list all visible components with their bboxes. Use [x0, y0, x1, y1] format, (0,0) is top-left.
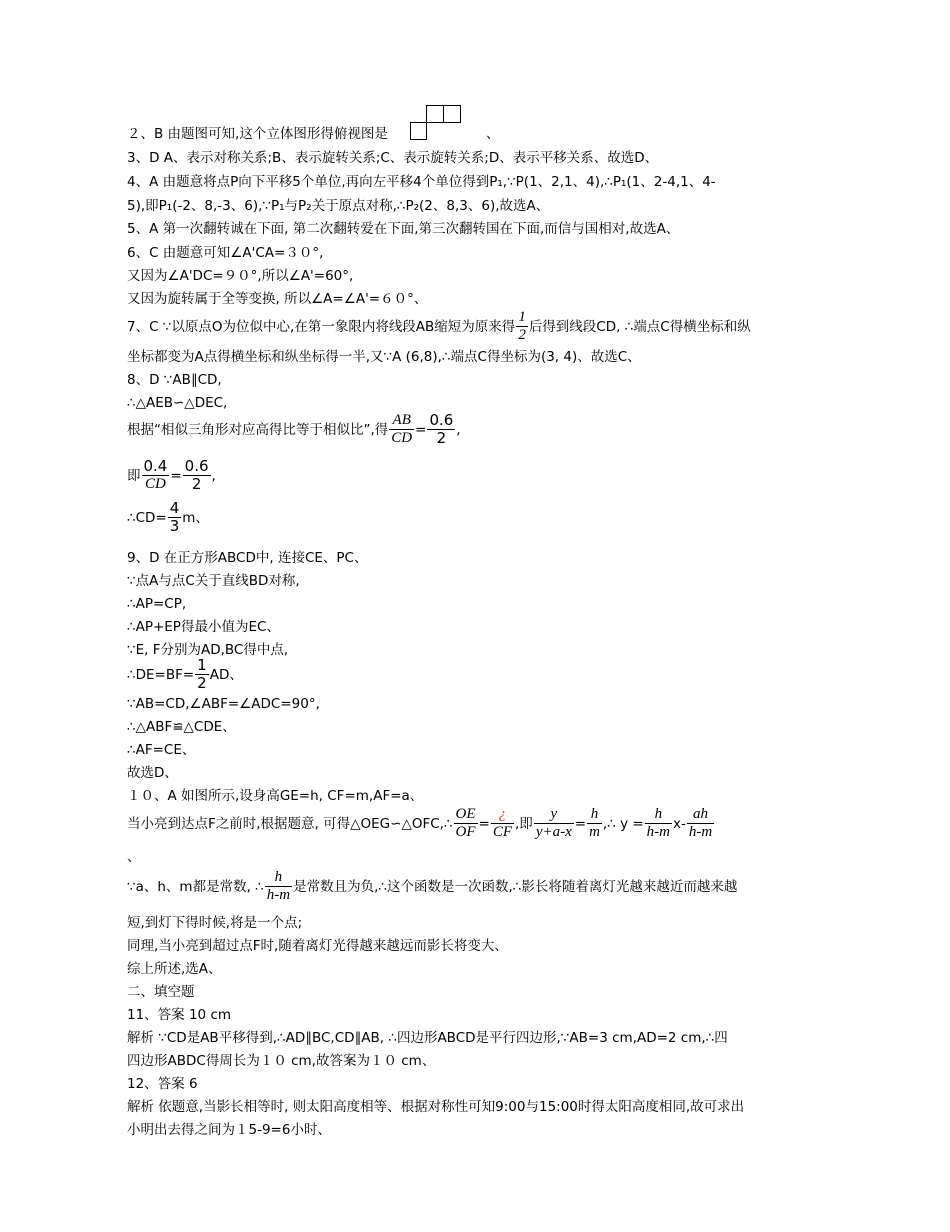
- fraction-06-2-b: [183, 458, 211, 494]
- q8-line-1: 8、D ∵AB∥CD,: [127, 372, 222, 388]
- fraction-h-hm: [645, 806, 672, 842]
- q4-line-2: 5),即P₁(-2、8,-3、6),∵P₁与P₂关于原点对称,∴P₂(2、8,3、6),故选A、: [127, 198, 550, 214]
- q9-line-6: [127, 657, 243, 693]
- fraction-denominator: 3: [169, 517, 180, 536]
- q7-line-1: [127, 309, 751, 345]
- fraction-denominator: h-m: [266, 887, 291, 904]
- q10-line-5: 短,到灯下得时候,将是一个点;: [127, 915, 303, 931]
- q8-text-e: ∴CD=: [127, 509, 167, 526]
- fraction-04-cd: [142, 458, 170, 494]
- fraction-06-2: [427, 412, 455, 448]
- q10-text-b: ,即: [515, 815, 533, 832]
- equals-sign: =: [574, 815, 587, 832]
- fraction-numerator: h: [265, 869, 292, 887]
- fraction-numerator: AB: [389, 412, 414, 430]
- q10-text-c: ,∴ y =: [602, 815, 644, 832]
- fraction-ab-cd: [389, 412, 414, 448]
- q11-line-3: 四边形ABDC得周长为１０ cm,故答案为１０ cm、: [127, 1053, 436, 1069]
- section-heading: 二、填空题: [127, 984, 195, 1000]
- fraction-denominator: OF: [455, 824, 476, 841]
- fraction-denominator: h-m: [688, 824, 713, 841]
- fraction-numerator: 0.4: [143, 457, 168, 475]
- q2-line: [127, 128, 388, 142]
- fraction-denominator: 2: [197, 674, 207, 693]
- fraction-numerator: h: [587, 806, 602, 824]
- fraction-numerator: 0.6: [429, 411, 454, 429]
- fraction-half: [516, 309, 528, 345]
- fraction-denominator: 2: [518, 327, 526, 344]
- q8-text-a: 根据“相似三角形对应高得比等于相似比”,得: [127, 421, 389, 438]
- fraction-numerator: y: [534, 806, 574, 824]
- q6-line-2: 又因为∠A'DC=９０°,所以∠A'=60°,: [127, 268, 354, 284]
- equals-sign: =: [170, 467, 182, 484]
- q8-text-f: m、: [182, 509, 209, 526]
- q10-line-6: 同理,当小亮到超过点F时,随着离灯光得越来越远而影长将变大、: [127, 938, 508, 954]
- q10-line-1: １０、A 如图所示,设身高GE=h, CF=m,AF=a、: [127, 788, 424, 804]
- fraction-numerator: h: [645, 806, 672, 824]
- q8-line-2: ∴△AEB∽△DEC,: [127, 395, 228, 411]
- q2-tail: 、: [486, 126, 500, 142]
- q11-line-1: 11、答案 10 cm: [127, 1007, 232, 1023]
- q8-text-b: ,: [456, 421, 461, 438]
- fraction-ah-hm: [687, 806, 714, 842]
- fraction-numerator: OE: [454, 806, 478, 824]
- fraction-denominator: 2: [191, 475, 202, 494]
- q10-text-d: x-: [673, 815, 686, 832]
- fraction-denominator: CD: [391, 430, 413, 447]
- q2-text: ２、B 由题图可知,这个立体图形得俯视图是: [127, 126, 388, 142]
- q6-line-1: 6、C 由题意可知∠A'CA=３０°,: [127, 245, 324, 261]
- q8-line-3: [127, 412, 461, 448]
- q7-line-2: 坐标都变为A点得横坐标和纵坐标得一半,又∵A (6,8),∴端点C得坐标为(3, 4)、故选C、: [127, 349, 641, 365]
- fraction-half-b: [195, 657, 209, 693]
- fraction-four-thirds: [168, 500, 182, 536]
- q9-line-7: ∵AB=CD,∠ABF=∠ADC=90°,: [127, 696, 320, 712]
- q12-line-2: 解析 依题意,当影长相等时, 则太阳高度相等、根据对称性可知9:00与15:00时得太阳高度相同,故可求出: [127, 1099, 745, 1115]
- fraction-numerator: 1: [197, 656, 207, 674]
- fraction-h-hm-b: [265, 869, 292, 905]
- q9-line-9: ∴AF=CE、: [127, 742, 196, 758]
- q9-text-a: ∴DE=BF=: [127, 666, 195, 683]
- q12-line-1: 12、答案 6: [127, 1076, 198, 1092]
- q9-line-2: ∵点A与点C关于直线BD对称,: [127, 573, 300, 589]
- equals-sign: =: [415, 421, 427, 438]
- fraction-numerator: 1: [516, 309, 528, 327]
- top-view-figure: [410, 105, 462, 141]
- fraction-denominator: h-m: [646, 824, 670, 841]
- fraction-denominator: m: [589, 824, 600, 841]
- q10-text-a: 当小亮到达点F之前时,根据题意, 可得△OEG∽△OFC,∴: [127, 815, 453, 832]
- fraction-y-yax: [534, 806, 574, 842]
- fraction-numerator: ¿: [491, 806, 514, 824]
- q9-line-10: 故选D、: [127, 765, 178, 781]
- q10-line-2: [127, 806, 715, 842]
- fraction-oe-of: [454, 806, 478, 842]
- q8-line-4: [127, 458, 216, 494]
- q9-line-5: ∵E, F分别为AD,BC得中点,: [127, 642, 289, 658]
- q8-text-d: ,: [211, 467, 216, 484]
- q9-text-b: AD、: [209, 666, 243, 683]
- q11-line-2: 解析 ∵CD是AB平移得到,∴AD∥BC,CD∥AB, ∴四边形ABCD是平行四边形,∵AB=3 cm,AD=2 cm,∴四: [127, 1030, 728, 1046]
- fraction-numerator: 0.6: [184, 457, 209, 475]
- q10-text-e: ∵a、h、m都是常数, ∴: [127, 878, 264, 895]
- q6-line-3: 又因为旋转属于全等变换, 所以∠A=∠A'=６０°、: [127, 291, 428, 307]
- equals-sign: =: [478, 815, 490, 832]
- q8-line-5: [127, 500, 209, 536]
- fraction-denominator: CD: [145, 476, 166, 493]
- fraction-denominator: CF: [492, 824, 513, 841]
- fraction-numerator: 4: [169, 499, 180, 517]
- q12-line-3: 小明出去得之间为１5-9=6小时、: [127, 1122, 331, 1138]
- fraction-q-cf: [491, 806, 514, 842]
- fraction-denominator: 2: [436, 429, 447, 448]
- q9-line-1: 9、D 在正方形ABCD中, 连接CE、PC、: [127, 550, 368, 566]
- q4-line-1: 4、A 由题意将点P向下平移5个单位,再向左平移4个单位得到P₁,∵P(1、2,1、4),∴P₁(1、2-4,1、4-: [127, 174, 716, 190]
- q5-line: 5、A 第一次翻转诚在下面, 第二次翻转爱在下面,第三次翻转国在下面,而信与国相对,故选A、: [127, 221, 680, 237]
- q7-text-a: 7、C ∵以原点O为位似中心,在第一象限内将线段AB缩短为原来得: [127, 318, 516, 335]
- q10-line-4: [127, 869, 737, 905]
- fraction-denominator: y+a-x: [535, 824, 572, 841]
- q9-line-3: ∴AP=CP,: [127, 596, 187, 612]
- q8-text-c: 即: [127, 467, 141, 484]
- q10-line-3: 、: [127, 849, 141, 865]
- fraction-h-m: [587, 806, 602, 842]
- q9-line-8: ∴△ABF≌△CDE、: [127, 719, 236, 735]
- q7-text-b: 后得到线段CD, ∴端点C得横坐标和纵: [528, 318, 751, 335]
- q9-line-4: ∴AP+EP得最小值为EC、: [127, 619, 280, 635]
- fraction-numerator: ah: [687, 806, 714, 824]
- q10-line-7: 综上所述,选A、: [127, 961, 222, 977]
- q10-text-f: 是常数且为负,∴这个函数是一次函数,∴影长将随着离灯光越来越近而越来越: [293, 878, 738, 895]
- q3-line: 3、D A、表示对称关系;B、表示旋转关系;C、表示旋转关系;D、表示平移关系、故选D、: [127, 150, 659, 166]
